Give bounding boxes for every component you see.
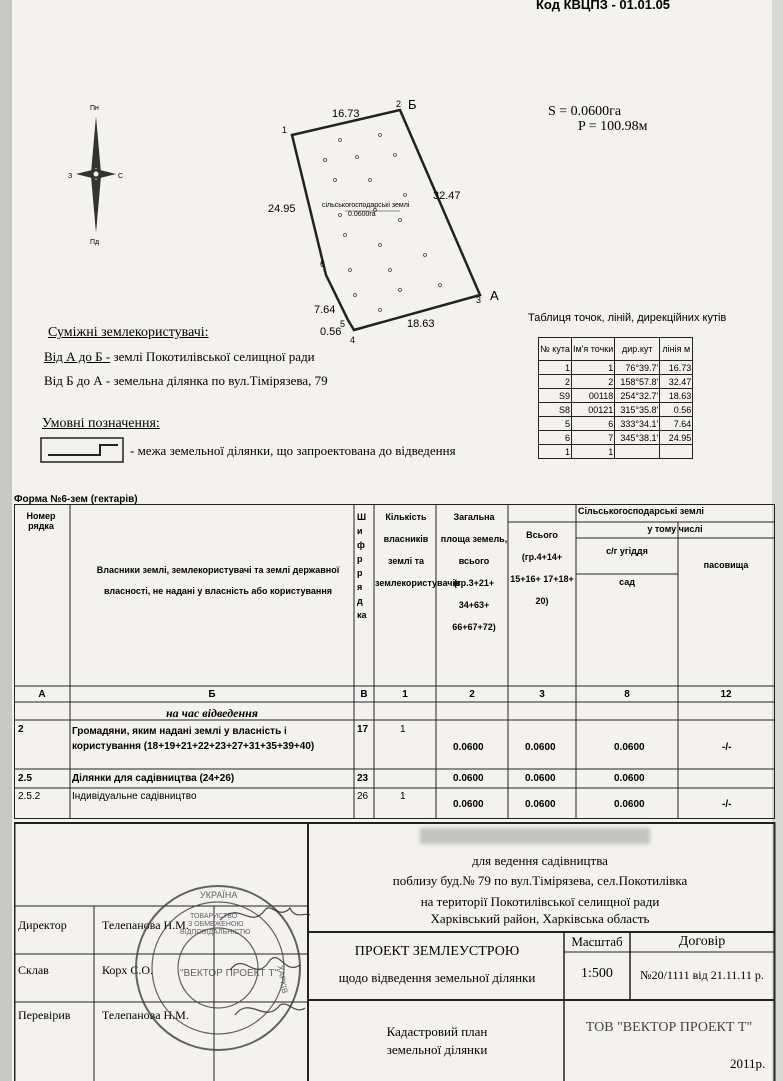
row-agri: 0.0600	[525, 742, 556, 753]
letter-a: А	[490, 288, 499, 303]
name-director: Телепанова Н.М.	[102, 918, 189, 932]
points-table	[538, 337, 693, 459]
neighbor-row-1	[44, 349, 315, 365]
point-4: 4	[350, 335, 356, 345]
header-shifr: Шифр рядка	[357, 512, 367, 620]
row-name: Громадяни, яким надані землі у власність і користування (18+19+21+22+23+27+31+35+39+40)	[72, 726, 315, 752]
stamp-middle-1: ТОВАРИСТВО	[190, 913, 238, 920]
table-row	[539, 445, 693, 459]
letter-b: Б	[408, 97, 417, 112]
row-sad: 0.0600	[614, 742, 645, 753]
project-subtitle: щодо відведення земельної ділянки	[338, 970, 536, 985]
points-table-wrap	[538, 337, 693, 459]
point-2: 2	[396, 99, 402, 109]
edge-sw-upper-length: 7.64	[314, 304, 336, 316]
points-cell: 254°32.7'	[615, 389, 660, 403]
points-cell: 7	[572, 431, 615, 445]
points-cell: 0.56	[660, 403, 693, 417]
points-cell: 315°35.8'	[615, 403, 660, 417]
compass-west: З	[68, 173, 73, 180]
header-pasture: пасовища	[703, 560, 749, 570]
col-code-2: 2	[469, 689, 475, 700]
purpose-line-3: на території Покотилівської селищної ради	[420, 894, 660, 909]
name-checked: Телепанова Н.М.	[102, 1008, 189, 1022]
points-cell: 1	[572, 361, 615, 375]
points-cell: 16.73	[660, 361, 693, 375]
row-name: Ділянки для садівництва (24+26)	[72, 773, 235, 784]
row-agri: 0.0600	[525, 799, 556, 810]
row-pasture: -/-	[722, 742, 732, 753]
scale-value: 1:500	[581, 966, 613, 981]
points-cell: 18.63	[660, 389, 693, 403]
points-cell: S8	[539, 403, 572, 417]
stamp-ring-side: ХАРКІВ	[275, 964, 290, 995]
purpose-line-1: для ведення садівництва	[472, 853, 608, 868]
row-no: 2	[18, 724, 24, 735]
boundary-legend-symbol	[40, 437, 124, 463]
point-3: 3	[476, 295, 482, 305]
points-cell	[615, 445, 660, 459]
points-cell: 24.95	[660, 431, 693, 445]
contract-label: Договір	[678, 934, 726, 949]
row-qty: 1	[400, 724, 406, 735]
role-compiled: Склав	[18, 963, 49, 977]
compass-east: С	[118, 173, 124, 180]
plan-title-2: земельної ділянки	[386, 1042, 488, 1057]
edge-left-length: 24.95	[268, 203, 296, 215]
company-name: ТОВ "ВЕКТОР ПРОЕКТ Т"	[585, 1020, 753, 1035]
row-no: 2.5	[18, 773, 32, 784]
form-title: Форма №6-зем (гектарів)	[14, 494, 138, 505]
row-total: 0.0600	[453, 799, 484, 810]
perimeter-value: P = 100.98м	[578, 119, 648, 134]
row-sad: 0.0600	[614, 773, 645, 784]
point-6: 6	[320, 259, 326, 269]
neighbor-row-2	[44, 373, 328, 389]
points-table-header	[539, 338, 693, 361]
form-section-title: на час відведення	[166, 706, 258, 720]
points-cell: 1	[572, 445, 615, 459]
points-cell: 345°38.1'	[615, 431, 660, 445]
edge-right-length: 32.47	[433, 190, 461, 202]
points-cell: 333°34.1'	[615, 417, 660, 431]
scale-label: Масштаб	[571, 934, 623, 949]
neighbor-2-from: Від Б до А -	[44, 373, 111, 388]
role-checked: Перевірив	[18, 1008, 71, 1022]
points-header-line: лінія м	[660, 338, 693, 361]
points-cell: 6	[572, 417, 615, 431]
points-cell: 76°39.7'	[615, 361, 660, 375]
legend-title: Умовні позначення:	[42, 416, 160, 431]
neighbor-1-from: Від А до Б -	[44, 349, 111, 364]
redacted-owner-name	[420, 828, 650, 844]
points-cell: 6	[539, 431, 572, 445]
points-cell: 32.47	[660, 375, 693, 389]
header-row-no: Номер рядка	[26, 511, 56, 531]
header-agri: Сільськогосподарські землі	[578, 506, 704, 516]
header-total: Загальна площа земель, всього (гр.3+21+ 34+63+ 66+67+72)	[440, 512, 508, 632]
binding-edge	[0, 0, 12, 1081]
form-code: Код КВЦПЗ - 01.01.05	[536, 0, 671, 12]
parcel-area-label: 0.0600га	[348, 211, 376, 218]
neighbors-title: Суміжні землекористувачі:	[48, 325, 209, 340]
year: 2011р.	[730, 1056, 766, 1071]
col-code-1: 1	[402, 689, 408, 700]
points-cell: 2	[572, 375, 615, 389]
table-row	[539, 431, 693, 445]
points-header-angle: дир.кут	[615, 338, 660, 361]
compass-south: Пд	[90, 239, 100, 246]
purpose-line-4: Харківський район, Харківська область	[430, 911, 650, 926]
points-cell: 2	[539, 375, 572, 389]
row-shifr: 17	[357, 724, 369, 735]
stamp-middle-3: ВІДПОВІДАЛЬНІСТЮ	[180, 929, 251, 936]
header-owners: Власники землі, землекористувачі та землі державної власності, не надані у власність або користування	[96, 565, 340, 596]
north-arrow-icon	[68, 98, 128, 248]
table-row	[539, 403, 693, 417]
points-cell: 5	[539, 417, 572, 431]
project-title: ПРОЕКТ ЗЕМЛЕУСТРОЮ	[354, 944, 520, 959]
points-cell: 00121	[572, 403, 615, 417]
name-compiled: Корх С.О.	[102, 963, 154, 977]
points-cell: 1	[539, 361, 572, 375]
signature-icon	[210, 890, 320, 1030]
row-name: Індивідуальне садівництво	[72, 791, 197, 802]
table-row	[539, 389, 693, 403]
contract-value: №20/1111 від 21.11.11 р.	[640, 968, 764, 982]
points-cell: 7.64	[660, 417, 693, 431]
points-cell: 158°57.8'	[615, 375, 660, 389]
col-code-8: 8	[624, 689, 630, 700]
row-qty: 1	[400, 791, 406, 802]
header-agri-total: Всього (гр.4+14+ 15+16+ 17+18+ 20)	[510, 530, 574, 606]
stamp-center: "ВЕКТОР ПРОЕКТ Т"	[180, 968, 279, 979]
col-code-3: 3	[539, 689, 545, 700]
header-including: у тому числі	[647, 524, 703, 534]
header-qty: Кількість власників землі та землекористувачів	[375, 512, 461, 588]
row-shifr: 26	[357, 791, 369, 802]
row-no: 2.5.2	[18, 791, 41, 802]
neighbor-2-text: земельна ділянка по вул.Тімірязева, 79	[113, 373, 328, 388]
points-cell: S9	[539, 389, 572, 403]
table-row	[539, 417, 693, 431]
edge-top-length: 16.73	[332, 108, 360, 120]
row-shifr: 23	[357, 773, 369, 784]
points-cell	[660, 445, 693, 459]
points-cell: 1	[539, 445, 572, 459]
neighbor-1-text: землі Покотилівської селищної ради	[113, 349, 315, 364]
purpose-line-2: поблизу буд.№ 79 по вул.Тімірязева, сел.Покотилівка	[392, 873, 688, 888]
points-table-title: Таблиця точок, ліній, дирекційних кутів	[528, 312, 727, 324]
points-header-name: Ім'я точки	[572, 338, 615, 361]
row-pasture: -/-	[722, 799, 732, 810]
table-row	[539, 375, 693, 389]
area-value: S = 0.0600га	[548, 104, 622, 119]
col-code-b: Б	[208, 689, 216, 700]
row-total: 0.0600	[453, 773, 484, 784]
col-code-a: А	[38, 689, 46, 700]
row-agri: 0.0600	[525, 773, 556, 784]
row-sad: 0.0600	[614, 799, 645, 810]
stamp-middle-2: З ОБМЕЖЕНОЮ	[188, 921, 244, 928]
row-total: 0.0600	[453, 742, 484, 753]
point-1: 1	[282, 125, 288, 135]
edge-sw-lower-length: 0.56	[320, 326, 342, 338]
legend-item-text: - межа земельної ділянки, що запроектована до відведення	[130, 443, 456, 458]
compass-north: Пн	[90, 105, 99, 112]
points-cell: 00118	[572, 389, 615, 403]
col-code-v: В	[360, 689, 368, 700]
plan-title-1: Кадастровий план	[386, 1024, 488, 1039]
points-header-corner: № кута	[539, 338, 572, 361]
header-sad: сад	[619, 577, 635, 587]
parcel-plan	[260, 95, 520, 350]
role-director: Директор	[18, 918, 67, 932]
table-row	[539, 361, 693, 375]
parcel-land-label: сільськогосподарські землі	[322, 202, 410, 209]
point-5: 5	[340, 319, 346, 329]
col-code-12: 12	[720, 689, 732, 700]
edge-bottom-length: 18.63	[407, 318, 435, 330]
stamp-ring-top: УКРАЇНА	[200, 890, 238, 900]
header-sg: с/г угіддя	[606, 546, 648, 556]
